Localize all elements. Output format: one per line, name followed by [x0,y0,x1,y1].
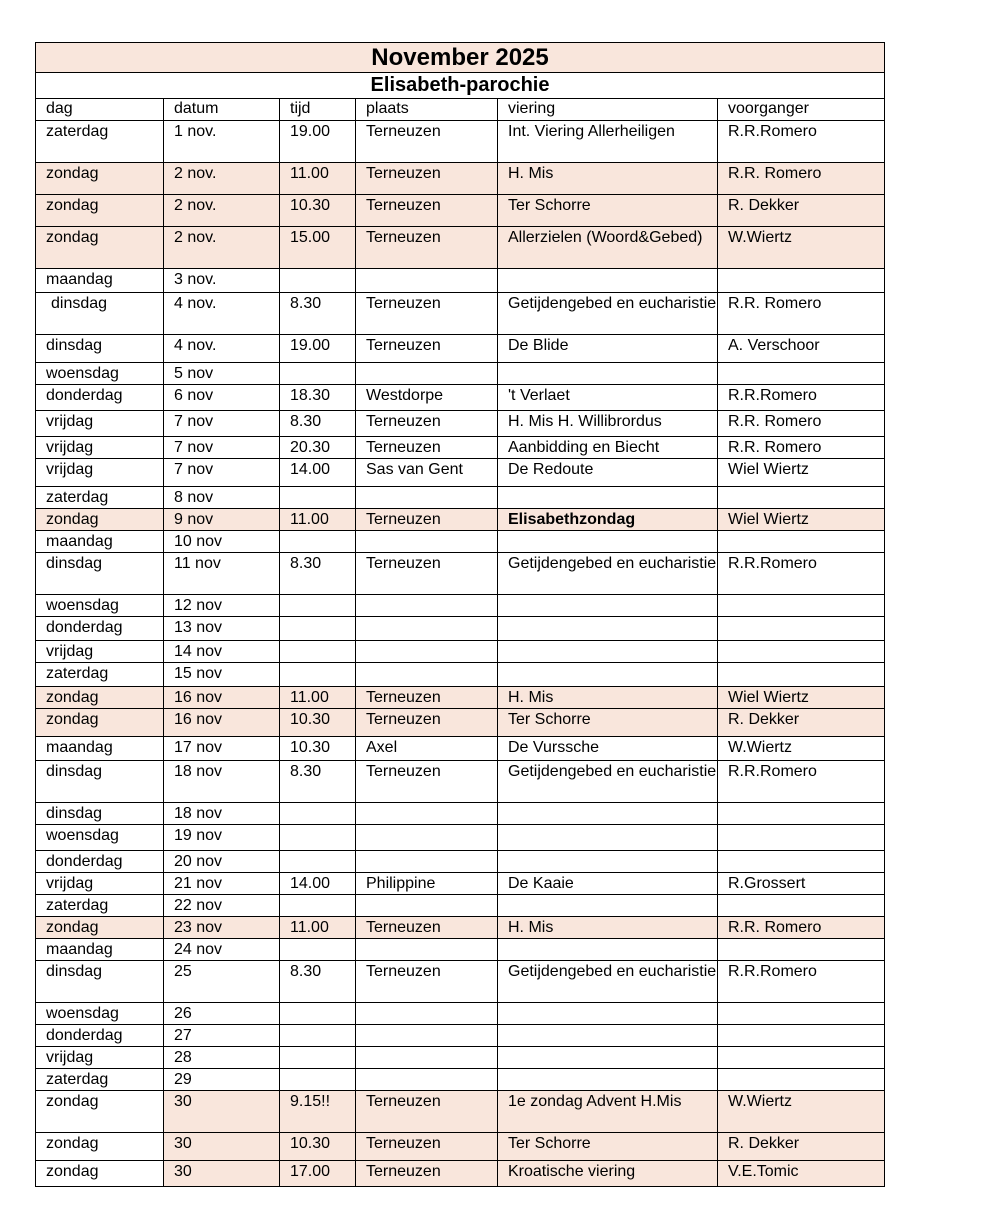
cell-voorganger [718,663,885,687]
table-row [36,1133,885,1161]
cell-viering [498,1047,718,1069]
cell-viering: 't Verlaet [498,385,718,411]
header-row [36,99,885,121]
cell-viering: H. Mis [498,917,718,939]
cell-plaats: Terneuzen [356,509,498,531]
cell-tijd: 10.30 [280,195,356,227]
cell-dag: zondag [36,1133,164,1161]
cell-voorganger: W.Wiertz [718,737,885,761]
cell-datum: 16 nov [164,709,280,737]
cell-tijd: 20.30 [280,437,356,459]
cell-dag: maandag [36,269,164,293]
cell-viering [498,595,718,617]
table-row [36,509,885,531]
cell-dag: dinsdag [36,761,164,803]
cell-plaats: Terneuzen [356,121,498,163]
cell-datum: 3 nov. [164,269,280,293]
table-row [36,1091,885,1133]
cell-datum: 12 nov [164,595,280,617]
cell-viering: De Redoute [498,459,718,487]
cell-viering: Getijdengebed en eucharistie [498,961,718,1003]
cell-plaats [356,1003,498,1025]
cell-voorganger [718,641,885,663]
cell-voorganger: R.R. Romero [718,917,885,939]
table-row [36,1025,885,1047]
cell-dag: zondag [36,1161,164,1187]
table-row [36,163,885,195]
table-row [36,293,885,335]
cell-datum: 4 nov. [164,335,280,363]
table-row [36,709,885,737]
cell-dag: zondag [36,227,164,269]
cell-dag: zondag [36,509,164,531]
cell-tijd: 11.00 [280,687,356,709]
table-row [36,895,885,917]
table-row [36,761,885,803]
cell-tijd: 19.00 [280,121,356,163]
cell-datum: 18 nov [164,803,280,825]
cell-dag: dinsdag [36,803,164,825]
cell-dag: dinsdag [36,553,164,595]
cell-dag: maandag [36,939,164,961]
cell-voorganger [718,617,885,641]
cell-voorganger: A. Verschoor [718,335,885,363]
cell-plaats [356,851,498,873]
cell-dag: woensdag [36,1003,164,1025]
cell-datum: 6 nov [164,385,280,411]
table-row [36,487,885,509]
cell-dag: zaterdag [36,663,164,687]
cell-dag: vrijdag [36,459,164,487]
cell-dag: vrijdag [36,1047,164,1069]
cell-viering [498,663,718,687]
cell-voorganger [718,825,885,851]
cell-viering [498,1025,718,1047]
cell-plaats [356,641,498,663]
header-tijd: tijd [280,99,356,121]
cell-voorganger [718,487,885,509]
cell-viering: Ter Schorre [498,1133,718,1161]
cell-tijd: 11.00 [280,917,356,939]
cell-datum: 10 nov [164,531,280,553]
cell-plaats [356,1047,498,1069]
cell-dag: vrijdag [36,437,164,459]
table-row [36,1161,885,1187]
cell-plaats [356,825,498,851]
table-row [36,687,885,709]
cell-plaats: Terneuzen [356,1161,498,1187]
cell-dag: zondag [36,195,164,227]
cell-viering: Getijdengebed en eucharistie [498,293,718,335]
cell-plaats [356,1069,498,1091]
cell-voorganger [718,895,885,917]
cell-dag: zondag [36,917,164,939]
cell-dag: dinsdag [36,335,164,363]
cell-tijd: 19.00 [280,335,356,363]
cell-plaats [356,269,498,293]
cell-voorganger [718,939,885,961]
cell-tijd: 10.30 [280,737,356,761]
cell-voorganger: R.R.Romero [718,961,885,1003]
cell-plaats [356,595,498,617]
cell-viering: Elisabethzondag [498,509,718,531]
cell-datum: 15 nov [164,663,280,687]
cell-dag: donderdag [36,617,164,641]
cell-tijd: 8.30 [280,411,356,437]
cell-plaats: Terneuzen [356,687,498,709]
cell-tijd: 17.00 [280,1161,356,1187]
cell-plaats: Terneuzen [356,553,498,595]
cell-viering [498,825,718,851]
cell-tijd [280,617,356,641]
cell-datum: 23 nov [164,917,280,939]
header-datum: datum [164,99,280,121]
cell-voorganger [718,1047,885,1069]
table-row [36,595,885,617]
cell-datum: 21 nov [164,873,280,895]
cell-tijd [280,531,356,553]
cell-datum: 30 [164,1161,280,1187]
table-row [36,617,885,641]
cell-viering [498,641,718,663]
cell-dag: dinsdag [36,961,164,1003]
cell-viering: De Kaaie [498,873,718,895]
cell-dag: vrijdag [36,641,164,663]
cell-tijd: 10.30 [280,709,356,737]
cell-viering [498,1069,718,1091]
cell-plaats: Westdorpe [356,385,498,411]
table-row [36,363,885,385]
cell-viering [498,617,718,641]
cell-datum: 2 nov. [164,163,280,195]
cell-voorganger [718,1069,885,1091]
cell-viering: 1e zondag Advent H.Mis [498,1091,718,1133]
cell-viering: Ter Schorre [498,195,718,227]
cell-tijd: 9.15!! [280,1091,356,1133]
cell-plaats: Philippine [356,873,498,895]
cell-tijd: 14.00 [280,459,356,487]
cell-datum: 1 nov. [164,121,280,163]
cell-tijd: 11.00 [280,509,356,531]
cell-plaats: Terneuzen [356,293,498,335]
cell-plaats: Terneuzen [356,709,498,737]
header-plaats: plaats [356,99,498,121]
cell-dag: zondag [36,1091,164,1133]
cell-voorganger [718,269,885,293]
cell-plaats: Terneuzen [356,1091,498,1133]
table-row [36,531,885,553]
cell-dag: woensdag [36,825,164,851]
cell-viering: De Vurssche [498,737,718,761]
cell-viering [498,363,718,385]
cell-plaats: Terneuzen [356,227,498,269]
cell-viering: Ter Schorre [498,709,718,737]
cell-plaats: Terneuzen [356,761,498,803]
cell-dag: donderdag [36,851,164,873]
table-row [36,269,885,293]
cell-voorganger: R. Dekker [718,709,885,737]
cell-plaats [356,895,498,917]
page-title: November 2025 [36,43,885,73]
cell-viering: De Blide [498,335,718,363]
cell-viering [498,531,718,553]
header-dag: dag [36,99,164,121]
cell-tijd [280,487,356,509]
cell-dag: woensdag [36,595,164,617]
cell-voorganger: R. Dekker [718,195,885,227]
cell-datum: 9 nov [164,509,280,531]
header-voorganger: voorganger [718,99,885,121]
table-row [36,411,885,437]
table-row [36,227,885,269]
cell-plaats: Terneuzen [356,437,498,459]
cell-voorganger: Wiel Wiertz [718,509,885,531]
table-row [36,1003,885,1025]
cell-voorganger [718,1003,885,1025]
cell-viering: Kroatische viering [498,1161,718,1187]
table-row [36,873,885,895]
cell-voorganger: R.R. Romero [718,163,885,195]
cell-dag: vrijdag [36,411,164,437]
cell-tijd [280,1003,356,1025]
cell-viering: Aanbidding en Biecht [498,437,718,459]
table-row [36,195,885,227]
cell-viering: Getijdengebed en eucharistie [498,553,718,595]
cell-datum: 4 nov. [164,293,280,335]
cell-plaats: Terneuzen [356,961,498,1003]
table-row [36,121,885,163]
cell-plaats [356,531,498,553]
cell-tijd [280,895,356,917]
cell-plaats: Terneuzen [356,917,498,939]
table-row [36,917,885,939]
table-row [36,1069,885,1091]
table-row [36,737,885,761]
cell-dag: maandag [36,531,164,553]
table-row [36,939,885,961]
cell-plaats [356,663,498,687]
cell-voorganger [718,531,885,553]
cell-dag: zondag [36,163,164,195]
cell-plaats: Terneuzen [356,195,498,227]
cell-viering: Getijdengebed en eucharistie [498,761,718,803]
cell-tijd [280,1047,356,1069]
table-row [36,459,885,487]
cell-viering [498,803,718,825]
cell-voorganger: Wiel Wiertz [718,687,885,709]
cell-plaats [356,803,498,825]
cell-datum: 17 nov [164,737,280,761]
cell-voorganger: Wiel Wiertz [718,459,885,487]
cell-tijd: 11.00 [280,163,356,195]
cell-tijd [280,1069,356,1091]
cell-plaats [356,1025,498,1047]
cell-dag: donderdag [36,1025,164,1047]
cell-voorganger: R.Grossert [718,873,885,895]
cell-datum: 19 nov [164,825,280,851]
cell-tijd: 8.30 [280,761,356,803]
cell-datum: 25 [164,961,280,1003]
cell-viering: H. Mis [498,163,718,195]
cell-datum: 30 [164,1133,280,1161]
cell-tijd: 8.30 [280,293,356,335]
cell-tijd [280,1025,356,1047]
cell-plaats: Axel [356,737,498,761]
cell-dag: donderdag [36,385,164,411]
cell-tijd: 8.30 [280,553,356,595]
cell-tijd: 14.00 [280,873,356,895]
table-row [36,1047,885,1069]
cell-datum: 13 nov [164,617,280,641]
cell-datum: 27 [164,1025,280,1047]
cell-voorganger: R.R.Romero [718,385,885,411]
cell-viering: Allerzielen (Woord&Gebed) [498,227,718,269]
cell-voorganger: V.E.Tomic [718,1161,885,1187]
cell-plaats: Terneuzen [356,163,498,195]
cell-viering: H. Mis H. Willibrordus [498,411,718,437]
cell-plaats: Terneuzen [356,411,498,437]
cell-datum: 16 nov [164,687,280,709]
table-row [36,961,885,1003]
cell-datum: 7 nov [164,437,280,459]
cell-datum: 2 nov. [164,227,280,269]
cell-viering [498,269,718,293]
cell-voorganger: R.R.Romero [718,553,885,595]
cell-voorganger: R.R. Romero [718,411,885,437]
cell-plaats [356,617,498,641]
cell-datum: 22 nov [164,895,280,917]
cell-tijd [280,803,356,825]
cell-datum: 7 nov [164,459,280,487]
cell-datum: 30 [164,1091,280,1133]
cell-dag: woensdag [36,363,164,385]
subtitle-row [36,73,885,99]
table-row [36,437,885,459]
cell-plaats [356,363,498,385]
cell-datum: 28 [164,1047,280,1069]
cell-datum: 26 [164,1003,280,1025]
cell-voorganger: R.R.Romero [718,761,885,803]
cell-datum: 5 nov [164,363,280,385]
cell-tijd [280,269,356,293]
cell-tijd [280,851,356,873]
cell-voorganger [718,1025,885,1047]
cell-tijd: 18.30 [280,385,356,411]
cell-tijd: 15.00 [280,227,356,269]
cell-voorganger [718,851,885,873]
cell-dag: zaterdag [36,121,164,163]
cell-datum: 7 nov [164,411,280,437]
cell-viering [498,851,718,873]
table-row [36,663,885,687]
cell-dag: vrijdag [36,873,164,895]
cell-dag: maandag [36,737,164,761]
cell-dag: dinsdag [36,293,164,335]
cell-voorganger [718,363,885,385]
cell-dag: zaterdag [36,895,164,917]
cell-viering [498,939,718,961]
cell-dag: zaterdag [36,487,164,509]
cell-tijd [280,363,356,385]
cell-plaats: Terneuzen [356,1133,498,1161]
table-row [36,553,885,595]
cell-viering: H. Mis [498,687,718,709]
cell-datum: 29 [164,1069,280,1091]
cell-datum: 8 nov [164,487,280,509]
cell-datum: 11 nov [164,553,280,595]
schedule-table [35,42,885,1187]
cell-plaats [356,939,498,961]
cell-voorganger: R.R. Romero [718,437,885,459]
cell-plaats: Sas van Gent [356,459,498,487]
cell-voorganger: R. Dekker [718,1133,885,1161]
table-row [36,825,885,851]
cell-tijd [280,825,356,851]
table-row [36,335,885,363]
cell-dag: zaterdag [36,1069,164,1091]
cell-dag: zondag [36,687,164,709]
cell-tijd: 10.30 [280,1133,356,1161]
cell-datum: 20 nov [164,851,280,873]
cell-datum: 18 nov [164,761,280,803]
header-viering: viering [498,99,718,121]
cell-viering [498,895,718,917]
title-row [36,43,885,73]
table-row [36,851,885,873]
cell-viering [498,1003,718,1025]
cell-tijd [280,939,356,961]
cell-viering [498,487,718,509]
cell-tijd [280,663,356,687]
cell-datum: 2 nov. [164,195,280,227]
table-row [36,641,885,663]
cell-voorganger [718,803,885,825]
table-row [36,803,885,825]
cell-dag: zondag [36,709,164,737]
cell-datum: 24 nov [164,939,280,961]
cell-viering: Int. Viering Allerheiligen [498,121,718,163]
cell-tijd [280,595,356,617]
cell-voorganger: R.R.Romero [718,121,885,163]
cell-voorganger [718,595,885,617]
cell-plaats: Terneuzen [356,335,498,363]
cell-voorganger: R.R. Romero [718,293,885,335]
cell-tijd [280,641,356,663]
cell-datum: 14 nov [164,641,280,663]
page-subtitle: Elisabeth-parochie [36,73,885,99]
cell-plaats [356,487,498,509]
cell-voorganger: W.Wiertz [718,227,885,269]
table-row [36,385,885,411]
cell-tijd: 8.30 [280,961,356,1003]
cell-voorganger: W.Wiertz [718,1091,885,1133]
